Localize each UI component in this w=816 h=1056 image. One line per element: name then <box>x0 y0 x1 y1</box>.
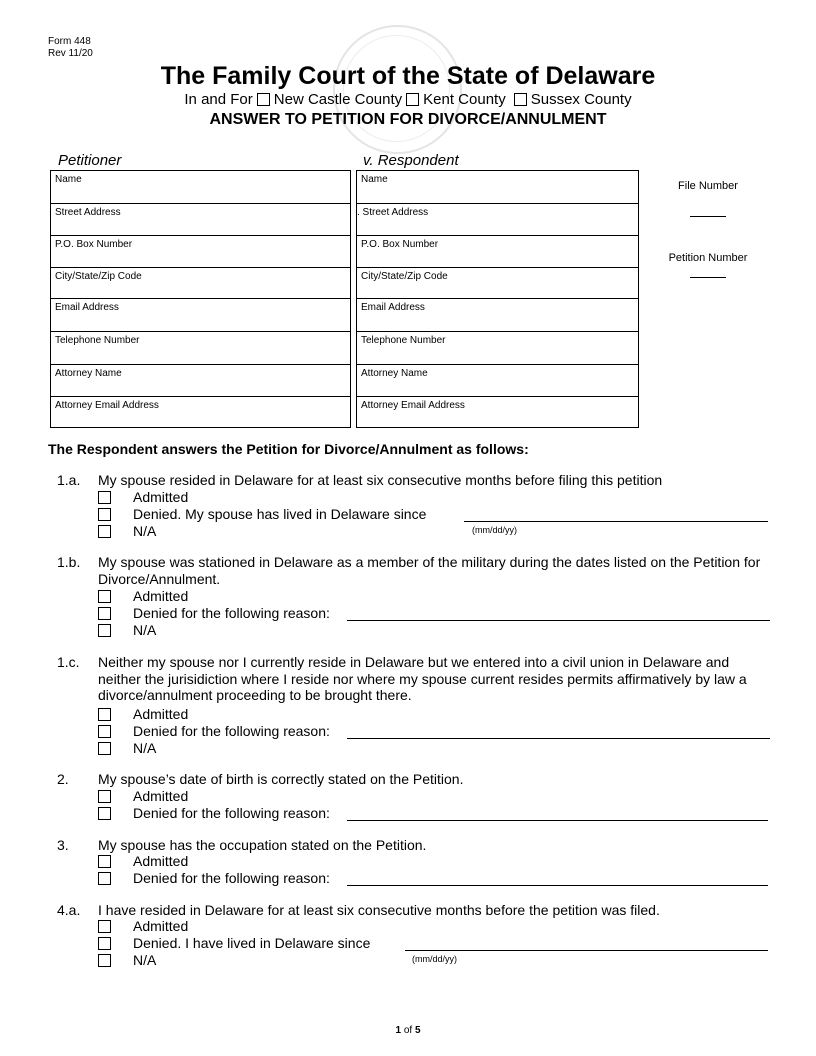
sussex-checkbox[interactable] <box>514 93 527 106</box>
q4a-admitted-option[interactable]: Admitted <box>98 918 188 934</box>
q1b-denied-option[interactable]: Denied for the following reason: <box>98 605 330 621</box>
page-total: 5 <box>414 1025 421 1036</box>
respondent-pobox-field[interactable]: P.O. Box Number <box>357 236 638 268</box>
q2-admitted-option[interactable]: Admitted <box>98 788 188 804</box>
respondent-email-field[interactable]: Email Address <box>357 299 638 332</box>
q1b-admitted-checkbox[interactable] <box>98 590 111 603</box>
q1a-admitted-option[interactable]: Admitted <box>98 489 188 505</box>
kent-checkbox[interactable] <box>406 93 419 106</box>
q1a-na-checkbox[interactable] <box>98 525 111 538</box>
q4a-date-hint: (mm/dd/yy) <box>412 954 457 964</box>
q1c-denied-checkbox[interactable] <box>98 725 111 738</box>
respondent-attorney-field[interactable]: Attorney Name <box>357 365 638 397</box>
petitioner-heading: Petitioner <box>58 152 122 169</box>
petitioner-attorney-email-field[interactable]: Attorney Email Address <box>55 400 159 411</box>
q3-admitted-checkbox[interactable] <box>98 855 111 868</box>
petitioner-pobox-field[interactable]: P.O. Box Number <box>51 236 350 268</box>
q1c-admitted-option[interactable]: Admitted <box>98 706 188 722</box>
q1c-na-checkbox[interactable] <box>98 742 111 755</box>
q4a-denied-option[interactable]: Denied. I have lived in Delaware since <box>98 935 370 951</box>
q4a-number: 4.a. <box>57 902 81 918</box>
q1c-reason-field[interactable] <box>347 738 770 739</box>
q2-number: 2. <box>57 771 69 787</box>
respondent-info-box <box>356 170 639 428</box>
respondent-name-field[interactable]: Name <box>357 171 638 204</box>
new-castle-checkbox[interactable] <box>257 93 270 106</box>
page-current: 1 <box>395 1025 402 1036</box>
petitioner-city-field[interactable]: City/State/Zip Code <box>51 268 350 299</box>
respondent-phone-field[interactable]: Telephone Number <box>357 332 638 365</box>
new-castle-label: New Castle County <box>273 91 403 108</box>
q1c-na-option[interactable]: N/A <box>98 740 156 756</box>
q1a-admitted-checkbox[interactable] <box>98 491 111 504</box>
petitioner-street-field[interactable]: Street Address <box>51 204 350 236</box>
q1a-na-option[interactable]: N/A <box>98 523 156 539</box>
petitioner-phone-field[interactable]: Telephone Number <box>51 332 350 365</box>
q2-reason-field[interactable] <box>347 820 768 821</box>
county-selector <box>0 91 816 108</box>
q1c-number: 1.c. <box>57 654 80 670</box>
q4a-text: I have resided in Delaware for at least six consecutive months before the petition was filed. <box>98 902 660 918</box>
q4a-admitted-checkbox[interactable] <box>98 920 111 933</box>
q1b-number: 1.b. <box>57 554 81 570</box>
q2-admitted-checkbox[interactable] <box>98 790 111 803</box>
q1c-denied-option[interactable]: Denied for the following reason: <box>98 723 330 739</box>
court-title: The Family Court of the State of Delaware <box>160 62 656 90</box>
form-number: Form 448 <box>48 36 91 47</box>
q1b-admitted-option[interactable]: Admitted <box>98 588 188 604</box>
respondent-city-field[interactable]: City/State/Zip Code <box>357 268 638 299</box>
petition-number-label: Petition Number <box>668 252 748 264</box>
q1b-na-option[interactable]: N/A <box>98 622 156 638</box>
respondent-heading: v. Respondent <box>363 152 459 169</box>
q4a-date-field[interactable] <box>405 950 768 951</box>
q1b-na-checkbox[interactable] <box>98 624 111 637</box>
petitioner-email-field[interactable]: Email Address <box>51 299 350 332</box>
sussex-label: Sussex County <box>530 91 632 108</box>
file-number-label: File Number <box>678 180 738 192</box>
kent-label: Kent County <box>423 91 506 108</box>
q3-denied-checkbox[interactable] <box>98 872 111 885</box>
q4a-denied-checkbox[interactable] <box>98 937 111 950</box>
q1c-admitted-checkbox[interactable] <box>98 708 111 721</box>
q1a-date-field[interactable] <box>464 521 768 522</box>
q3-admitted-option[interactable]: Admitted <box>98 853 188 869</box>
q1a-number: 1.a. <box>57 472 81 488</box>
q1b-reason-field[interactable] <box>347 620 770 621</box>
respondent-street-field[interactable]: . Street Address <box>357 204 638 236</box>
q3-number: 3. <box>57 837 69 853</box>
q1c-text: Neither my spouse nor I currently reside in Delaware but we entered into a civil union in Delaware and neither the jurisidiction where I reside nor where my spouse current resides permits affirmatively by law a divorce/annulment proceeding to be brought there. <box>98 654 747 703</box>
page-of: of <box>403 1025 413 1036</box>
answer-intro: The Respondent answers the Petition for Divorce/Annulment as follows: <box>48 441 529 457</box>
form-title: ANSWER TO PETITION FOR DIVORCE/ANNULMENT <box>209 111 607 128</box>
q1b-denied-checkbox[interactable] <box>98 607 111 620</box>
petition-number-field[interactable] <box>690 277 726 278</box>
petitioner-attorney-field[interactable]: Attorney Name <box>51 365 350 397</box>
form-revision: Rev 11/20 <box>48 48 93 59</box>
q3-text: My spouse has the occupation stated on the Petition. <box>98 837 427 853</box>
q1b-text: My spouse was stationed in Delaware as a member of the military during the dates listed on the Petition for Divorce/Annulment. <box>98 554 761 587</box>
q1a-text: My spouse resided in Delaware for at least six consecutive months before filing this petition <box>98 472 663 488</box>
q2-denied-checkbox[interactable] <box>98 807 111 820</box>
respondent-attorney-email-field[interactable]: Attorney Email Address <box>361 400 465 411</box>
q1a-denied-checkbox[interactable] <box>98 508 111 521</box>
q4a-na-option[interactable]: N/A <box>98 952 156 968</box>
file-number-field[interactable] <box>690 216 726 217</box>
q4a-na-checkbox[interactable] <box>98 954 111 967</box>
petitioner-info-box <box>50 170 351 428</box>
in-and-for-label: In and For <box>184 91 253 108</box>
page-indicator <box>0 1025 816 1036</box>
q3-denied-option[interactable]: Denied for the following reason: <box>98 870 330 886</box>
petitioner-name-field[interactable]: Name <box>51 171 350 204</box>
q2-denied-option[interactable]: Denied for the following reason: <box>98 805 330 821</box>
q1a-denied-option[interactable]: Denied. My spouse has lived in Delaware since <box>98 506 426 522</box>
q1a-date-hint: (mm/dd/yy) <box>472 525 517 535</box>
q3-reason-field[interactable] <box>347 885 768 886</box>
q2-text: My spouse’s date of birth is correctly stated on the Petition. <box>98 771 464 787</box>
